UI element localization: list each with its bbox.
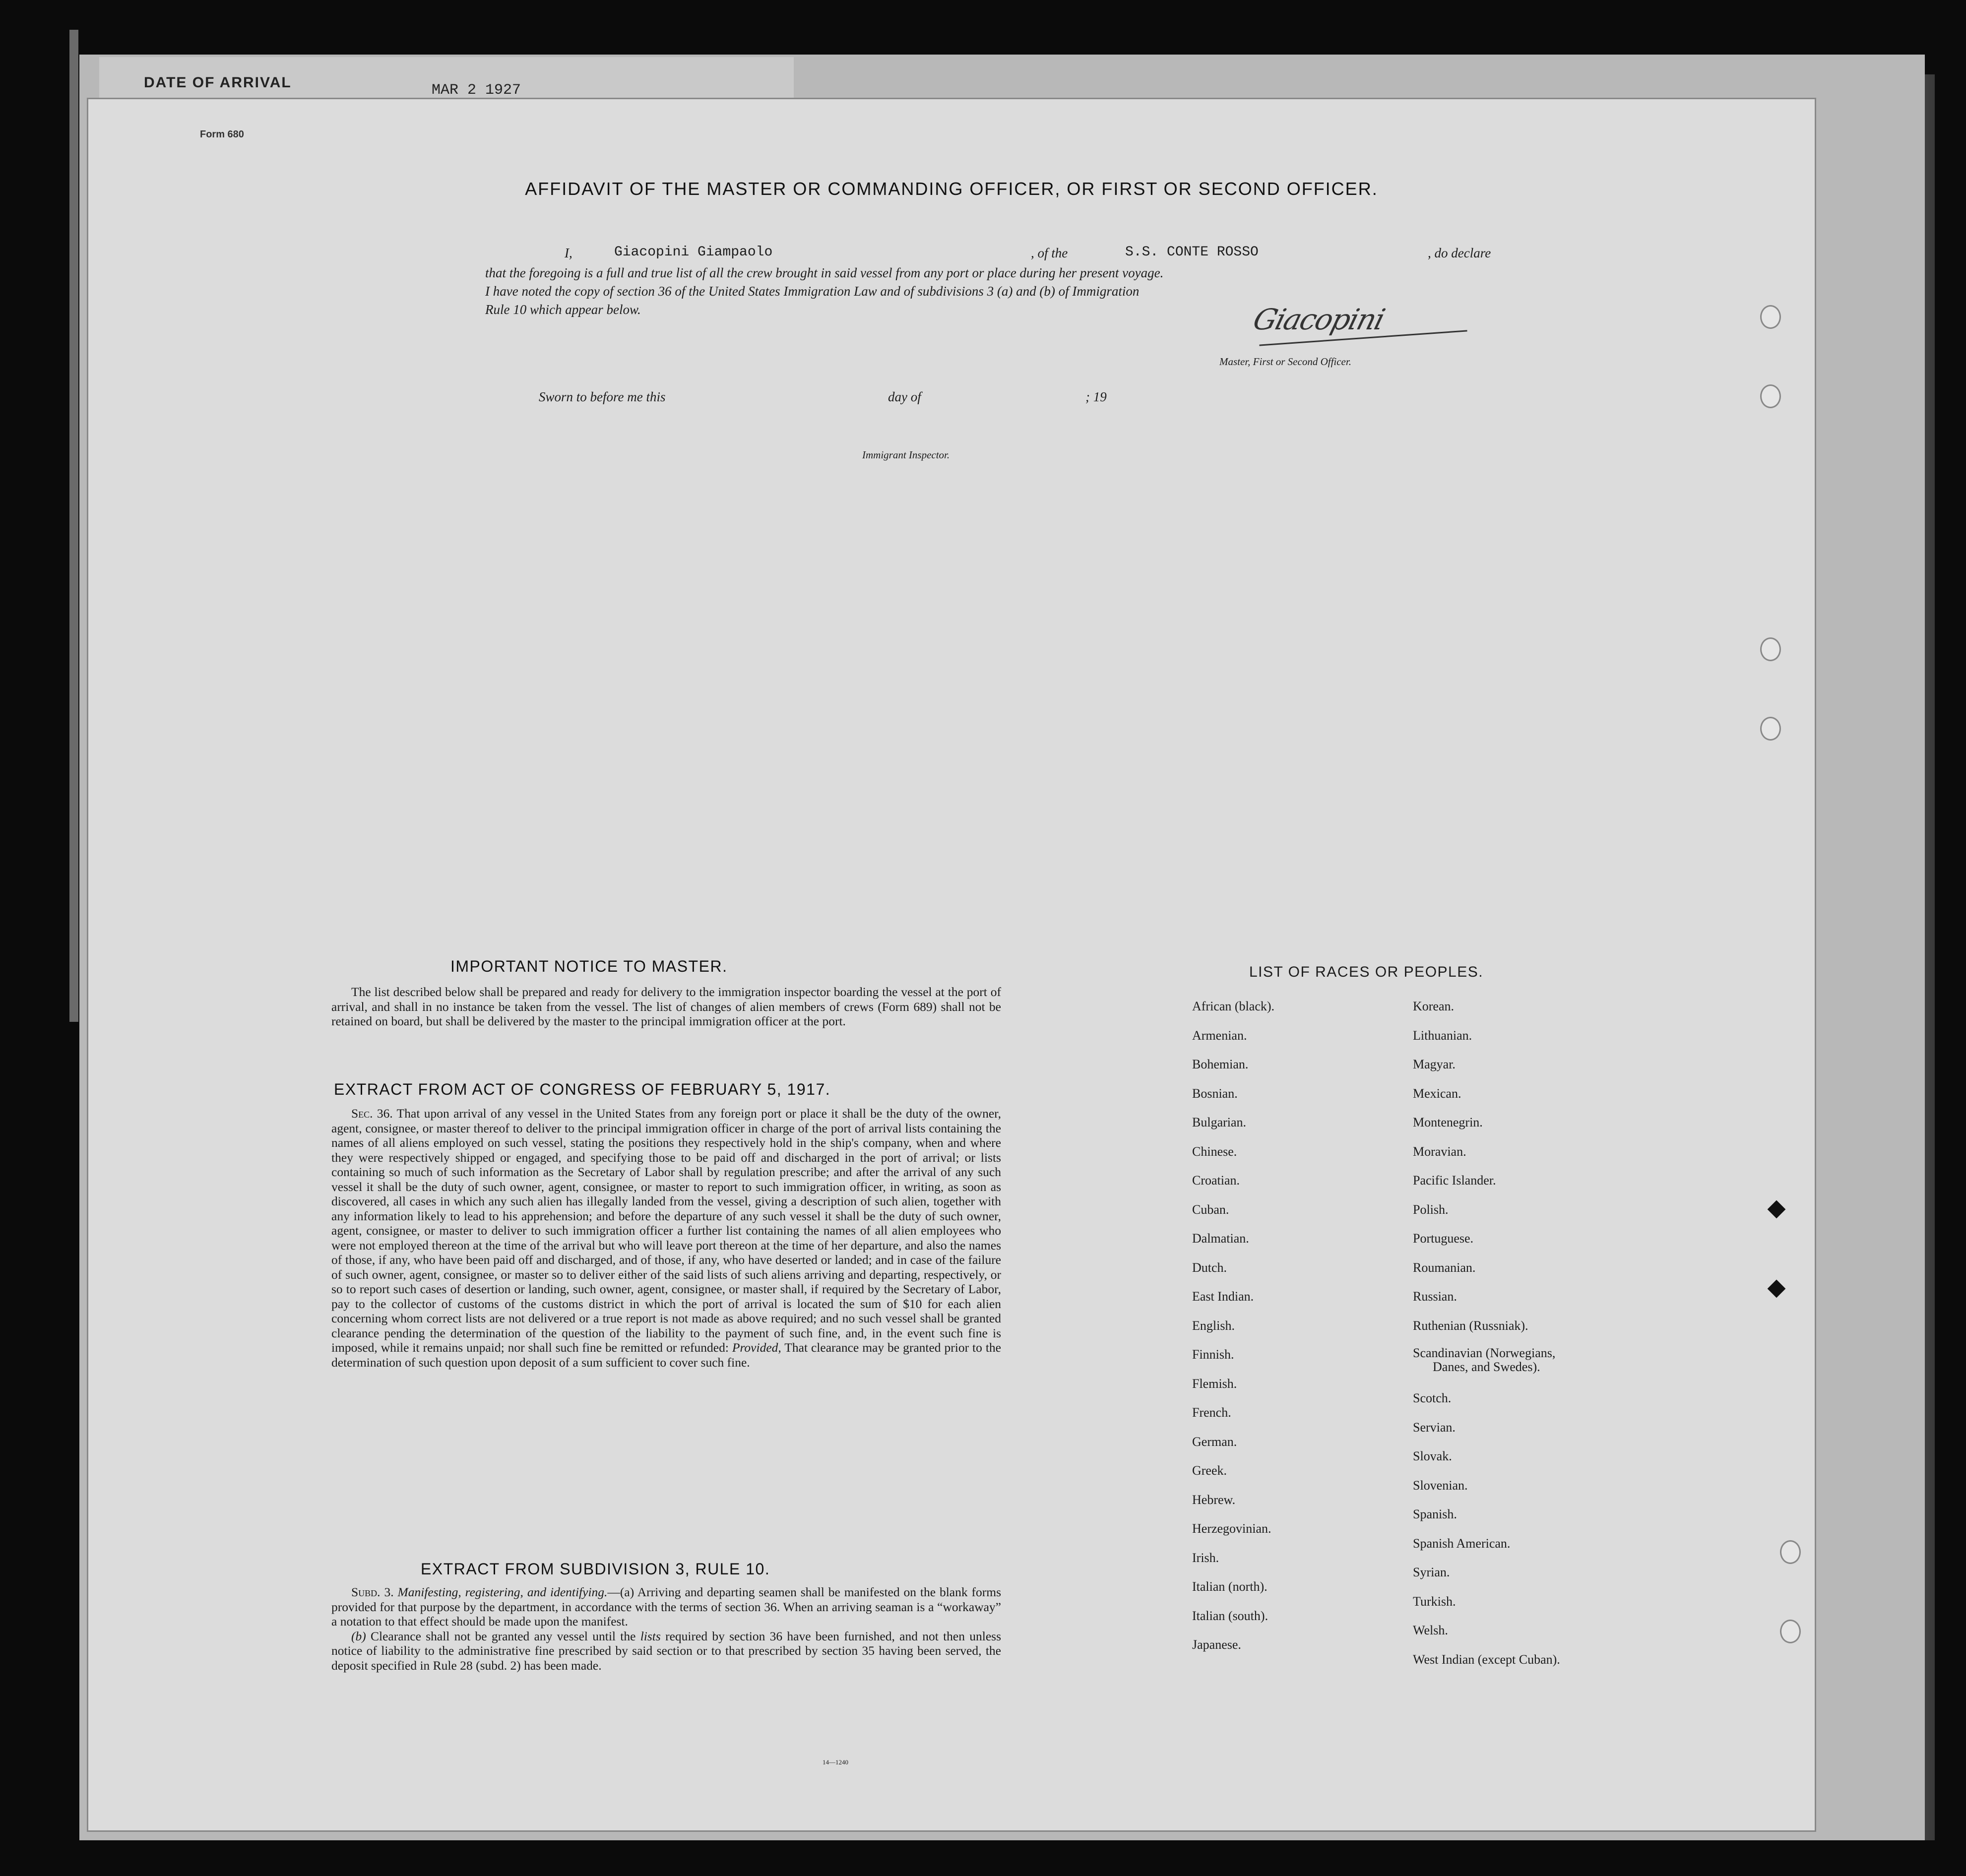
punch-hole	[1760, 305, 1781, 329]
race-item: Montenegrin.	[1413, 1115, 1483, 1129]
affidavit-line-3: I have noted the copy of section 36 of the United States Immigration Law and of subdivisions 3 (a) and (b) of Immigration	[485, 284, 1140, 299]
race-item: Portuguese.	[1413, 1231, 1474, 1246]
punch-hole	[1760, 717, 1781, 741]
race-item: Welsh.	[1413, 1623, 1448, 1637]
race-item: Cuban.	[1192, 1202, 1229, 1217]
arrival-date-stamp: MAR 2 1927	[432, 82, 521, 99]
punch-hole	[1760, 384, 1781, 408]
master-signature: Giacopini	[1249, 303, 1388, 336]
subd-a-label: —(a)	[607, 1585, 634, 1599]
notice-title: IMPORTANT NOTICE TO MASTER.	[450, 957, 728, 975]
extract-act-body	[331, 1106, 1001, 1370]
race-item: Spanish.	[1413, 1507, 1457, 1521]
race-item: Ruthenian (Russniak).	[1413, 1318, 1528, 1333]
race-item: Magyar.	[1413, 1057, 1456, 1071]
race-item: Japanese.	[1192, 1637, 1241, 1652]
race-item: Russian.	[1413, 1289, 1457, 1304]
subd-b-label: (b)	[351, 1628, 366, 1643]
race-item: French.	[1192, 1405, 1231, 1420]
race-item: Finnish.	[1192, 1347, 1234, 1362]
race-item: Syrian.	[1413, 1565, 1450, 1579]
lists-word: lists	[640, 1628, 661, 1643]
race-item: Mexican.	[1413, 1086, 1461, 1101]
notice-body	[331, 985, 1001, 1029]
race-item: African (black).	[1192, 999, 1275, 1013]
affidavit-line-1	[485, 246, 1542, 263]
section-36-end: That clearance may be granted prior to the determination of such question upon deposit of a sum sufficient to cover such fine.	[331, 1340, 1001, 1370]
punch-hole-filled	[1768, 1200, 1786, 1219]
extract-rule-body	[331, 1585, 1001, 1673]
punch-hole	[1780, 1620, 1801, 1643]
subd-label: Subd. 3.	[351, 1585, 394, 1599]
race-item: English.	[1192, 1318, 1235, 1333]
subd-heading: Manifesting, registering, and identifying.	[397, 1585, 608, 1599]
race-item: Danes, and Swedes).	[1433, 1360, 1540, 1374]
extract-rule-title: EXTRACT FROM SUBDIVISION 3, RULE 10.	[421, 1560, 770, 1578]
section-36-body: That upon arrival of any vessel in the United States from any foreign port or place it shall be the duty of the owner, agent, consignee, or master thereof to deliver to the principal immigration officer in charge of the port of arrival lists containing the names of all aliens employed on such vessel, stating the positions they respectively hold in the ship's company, when and where they were respectively shipped or engaged, and specifying those to be paid off and discharged in the port of arrival; or lists containing so much of such information as the Secretary of Labor shall by regulation prescribe; and after the arrival of any such vessel it shall be the duty of such owner, agent, consignee, or master to report to such immigration officer, in writing, as soon as discovered, all cases in which any such alien has illegally landed from the vessel, giving a description of such alien, together with any information likely to lead to his apprehension; and before the departure of any such vessel it shall be the duty of such owner, agent, consignee, or master to deliver to such immigration officer a further list containing the names of all alien employees who were not employed thereon at the time of the arrival but who will leave port thereon at the time of her departure, and also the names of those, if any, who have been paid off and discharged, and of those, if any, who have deserted or landed; and in case of the failure of such owner, agent, consignee, or master so to deliver either of the said lists of such aliens arriving and departing, respectively, or so to report such cases of desertion or landing, such owner, agent, consignee, or master shall, if required by the Secretary of Labor, pay to the collector of customs of the customs district in which the port of arrival is located the sum of $10 for each alien concerning whom correct lists are not delivered or a true report is not made as above required; and no such vessel shall be granted clearance pending the determination of the question of the liability to the payment of such fine, and, in the event such fine is imposed, while it remains unpaid; nor shall such fine be remitted or refunded:	[331, 1106, 1002, 1355]
race-item: Turkish.	[1413, 1594, 1456, 1609]
subd-b-text	[331, 1629, 1001, 1673]
immigrant-inspector-label: Immigrant Inspector.	[862, 449, 950, 461]
race-item: Italian (north).	[1192, 1579, 1268, 1594]
race-item: Servian.	[1413, 1420, 1456, 1435]
race-item: Dalmatian.	[1192, 1231, 1249, 1246]
form-number: Form 680	[200, 129, 244, 140]
sworn-label: Sworn to before me this	[539, 389, 666, 404]
punch-hole	[1780, 1540, 1801, 1564]
race-item: Chinese.	[1192, 1144, 1237, 1159]
race-item: Greek.	[1192, 1463, 1227, 1478]
races-list-left	[1192, 992, 1274, 1660]
day-of-label: day of	[888, 389, 921, 404]
section-36-text	[331, 1106, 1001, 1370]
race-item: Lithuanian.	[1413, 1028, 1472, 1043]
race-item: Korean.	[1413, 999, 1455, 1013]
races-title: LIST OF RACES OR PEOPLES.	[1249, 964, 1484, 980]
subd-b-body-2: required by section 36 have been furnished, and not then unless notice of liability to the administrative fine prescribed by said section or to that prescribed by section 35 having been served, the deposit specified in Rule 28 (subd. 2) has been made.	[331, 1628, 1002, 1673]
race-item: Dutch.	[1192, 1260, 1227, 1275]
subd-b-body-1: Clearance shall not be granted any vessel until the	[371, 1628, 636, 1643]
manifest-page	[88, 99, 1815, 1830]
affidavit-line-4: Rule 10 which appear below.	[485, 302, 641, 317]
race-item: Spanish American.	[1413, 1536, 1511, 1551]
race-item: Herzegovinian.	[1192, 1521, 1271, 1536]
race-item: Pacific Islander.	[1413, 1173, 1496, 1188]
race-item: Slovenian.	[1413, 1478, 1468, 1493]
race-item: Roumanian.	[1413, 1260, 1476, 1275]
race-item: Moravian.	[1413, 1144, 1466, 1159]
race-item: Scotch.	[1413, 1391, 1452, 1405]
vessel-name: S.S. CONTE ROSSO	[1125, 245, 1259, 260]
race-item: Italian (south).	[1192, 1608, 1268, 1623]
footer-code: 14—1240	[823, 1758, 848, 1766]
race-item: East Indian.	[1192, 1289, 1254, 1304]
race-item: Bosnian.	[1192, 1086, 1238, 1101]
date-of-arrival-stamp: DATE OF ARRIVAL	[144, 74, 292, 91]
notice-text: The list described below shall be prepared and ready for delivery to the immigration inspector boarding the vessel at the port of arrival, and shall in no instance be taken from the vessel. The list of changes of alien members of crews (Form 689) shall not be retained on board, but shall be delivered by the master to the principal immigration officer at the port.	[331, 985, 1001, 1028]
race-item: Armenian.	[1192, 1028, 1247, 1043]
race-item: Croatian.	[1192, 1173, 1240, 1188]
provided-label: Provided,	[732, 1340, 781, 1355]
race-item: Bulgarian.	[1192, 1115, 1247, 1129]
race-item: Scandinavian (Norwegians,	[1413, 1346, 1556, 1360]
affidavit-line-2: that the foregoing is a full and true list of all the crew brought in said vessel from any port or place during her present voyage.	[485, 265, 1164, 280]
race-item: Polish.	[1413, 1202, 1449, 1217]
subd-a-body: Arriving and departing seamen shall be manifested on the blank forms provided for that purpose by the department, in accordance with the terms of section 36. When an arriving seaman is a “workaway” a notation to that effect should be made upon the manifest.	[331, 1585, 1002, 1628]
of-the-label: , of the	[1031, 246, 1068, 260]
year-prefix: ; 19	[1085, 389, 1107, 404]
race-item: Bohemian.	[1192, 1057, 1249, 1071]
punch-hole	[1760, 637, 1781, 661]
race-item: Hebrew.	[1192, 1492, 1236, 1507]
race-item: German.	[1192, 1434, 1237, 1449]
i-label: I,	[565, 246, 572, 260]
subd-a-text	[331, 1585, 1001, 1629]
section-label: Sec. 36.	[351, 1106, 393, 1121]
race-item: Flemish.	[1192, 1376, 1237, 1391]
extract-act-title: EXTRACT FROM ACT OF CONGRESS OF FEBRUARY 5, 1917.	[334, 1080, 831, 1098]
race-item: Irish.	[1192, 1550, 1219, 1565]
race-item: West Indian (except Cuban).	[1413, 1652, 1560, 1667]
officer-name: Giacopini Giampaolo	[614, 245, 773, 260]
affidavit-title: AFFIDAVIT OF THE MASTER OR COMMANDING OFFICER, OR FIRST OR SECOND OFFICER.	[525, 179, 1378, 199]
races-list-right	[1413, 992, 1560, 1674]
do-declare-label: , do declare	[1428, 246, 1491, 260]
binder-spine	[69, 30, 78, 1022]
race-item: Slovak.	[1413, 1449, 1452, 1463]
punch-hole-filled	[1768, 1280, 1786, 1298]
master-officer-label: Master, First or Second Officer.	[1219, 356, 1351, 368]
